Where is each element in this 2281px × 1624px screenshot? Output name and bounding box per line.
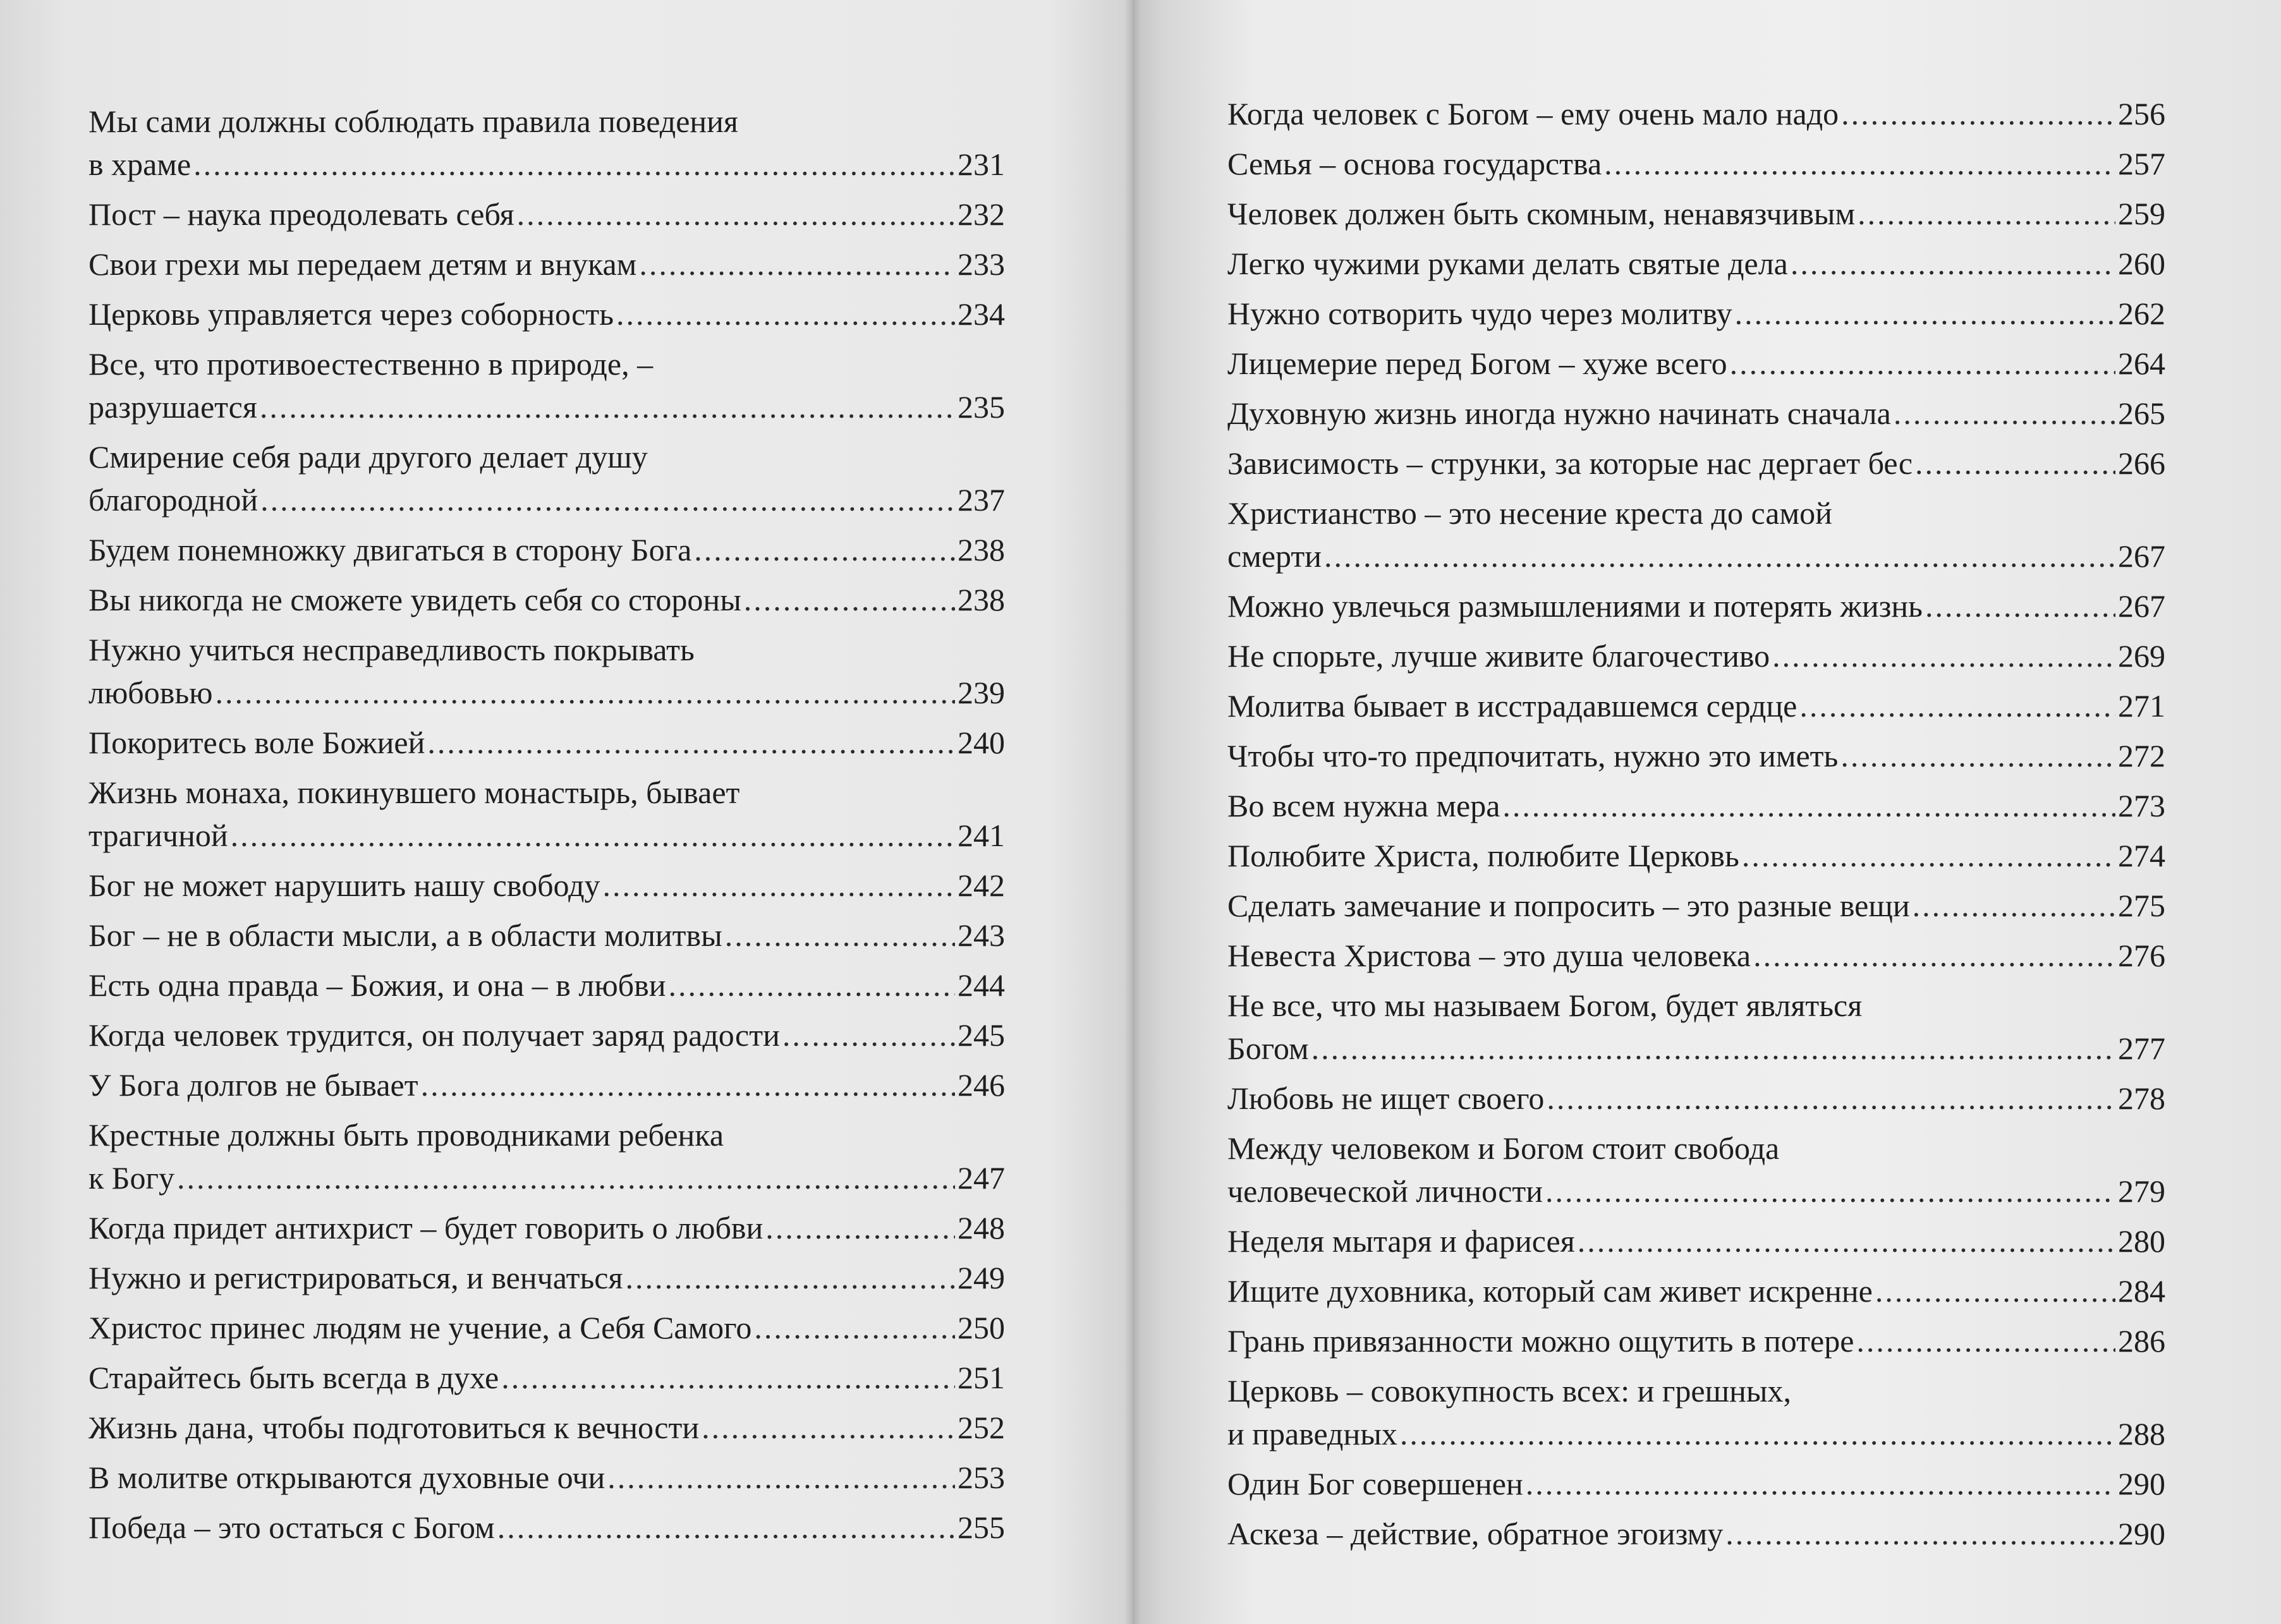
toc-page-number: 252 (958, 1410, 1005, 1445)
toc-entry-title: Зависимость – струнки, за которые нас дергает бес (1227, 445, 1913, 481)
toc-entry-row (88, 1506, 1005, 1549)
toc-entry (1227, 142, 2165, 185)
dot-leader (782, 1014, 955, 1057)
toc-entry-title-line: Не все, что мы называем Богом, будет являться (1227, 988, 1863, 1023)
toc-entry (88, 1506, 1005, 1549)
toc-entry-title: Сделать замечание и попросить – это разные вещи (1227, 888, 1910, 923)
toc-entry-row (1227, 242, 2165, 285)
toc-page-number: 279 (2118, 1173, 2165, 1209)
dot-leader (517, 193, 955, 236)
toc-entry-row (1227, 1270, 2165, 1312)
toc-page-number: 244 (958, 967, 1005, 1003)
toc-page-number: 232 (958, 197, 1005, 232)
toc-entry-row (88, 1456, 1005, 1499)
toc-entry-row (1227, 142, 2165, 185)
toc-entry-row (88, 814, 1005, 857)
dot-leader (1915, 442, 2115, 485)
toc-entry-title: Грань привязанности можно ощутить в потере (1227, 1323, 1854, 1359)
toc-page-number: 272 (2118, 738, 2165, 773)
dot-leader (1753, 934, 2115, 977)
toc-entry-title-line: Нужно учиться несправедливость покрывать (88, 632, 695, 667)
toc-page-number: 259 (2118, 196, 2165, 231)
toc-page-number: 280 (2118, 1223, 2165, 1259)
toc-entry-title-line: Церковь – совокупность всех: и грешных, (1227, 1373, 1791, 1409)
toc-entry (88, 1063, 1005, 1106)
toc-entry (88, 721, 1005, 764)
toc-entry (88, 1113, 1005, 1199)
toc-page-number: 241 (958, 818, 1005, 853)
toc-entry (88, 1306, 1005, 1349)
dot-leader (1856, 1319, 2115, 1362)
dot-leader (1545, 1170, 2115, 1213)
dot-leader (1324, 535, 2115, 578)
toc-entry-title: Христос принес людям не учение, а Себя Самого (88, 1310, 752, 1345)
toc-entry-row (1227, 1512, 2165, 1555)
toc-entry-row (88, 193, 1005, 236)
toc-entry-row (1227, 1170, 2165, 1213)
dot-leader (1894, 392, 2115, 435)
toc-entry-row (88, 385, 1005, 428)
toc-page-number: 246 (958, 1067, 1005, 1103)
toc-entry (88, 628, 1005, 714)
toc-page-number: 233 (958, 246, 1005, 282)
dot-leader (1913, 884, 2115, 927)
dot-leader (260, 478, 955, 521)
toc-entry-title: Покоритесь воле Божией (88, 725, 425, 760)
toc-entry-title: Семья – основа государства (1227, 146, 1602, 181)
toc-entry-title-line: Все, что противоестественно в природе, – (88, 346, 654, 382)
toc-entry-title: Нужно и регистрироваться, и венчаться (88, 1260, 623, 1295)
toc-entry-title: Любовь не ищет своего (1227, 1081, 1545, 1116)
toc-entry-title-line: Жизнь монаха, покинувшего монастырь, бывает (88, 775, 740, 810)
toc-page-number: 231 (958, 147, 1005, 182)
toc-entry-title: Есть одна правда – Божия, и она – в любви (88, 967, 666, 1003)
toc-entry (1227, 492, 2165, 578)
toc-entry-row (88, 243, 1005, 286)
toc-entry-title: в храме (88, 147, 192, 182)
toc-entry-title-line: Между человеком и Богом стоит свобода (1227, 1130, 1780, 1166)
dot-leader (1526, 1462, 2115, 1505)
toc-page-number: 284 (2118, 1273, 2165, 1309)
dot-leader (1400, 1412, 2115, 1455)
toc-entry-title: Жизнь дана, чтобы подготовиться к вечности (88, 1410, 700, 1445)
toc-entry-title: Аскеза – действие, обратное эгоизму (1227, 1516, 1724, 1551)
toc-page-number: 273 (2118, 788, 2165, 823)
dot-leader (1791, 242, 2115, 285)
dot-leader (1547, 1077, 2115, 1120)
toc-entry-title: Не спорьте, лучше живите благочестиво (1227, 638, 1770, 674)
dot-leader (216, 671, 955, 714)
toc-entry (1227, 392, 2165, 435)
toc-page-number: 235 (958, 389, 1005, 425)
dot-leader (1925, 585, 2115, 627)
dot-leader (231, 814, 955, 857)
dot-leader (625, 1256, 955, 1299)
toc-entry (1227, 884, 2165, 927)
toc-entry (1227, 984, 2165, 1070)
toc-entry (88, 864, 1005, 907)
dot-leader (1772, 634, 2115, 677)
toc-page-number: 290 (2118, 1516, 2165, 1551)
toc-entry (88, 435, 1005, 521)
toc-entry-title: Когда придет антихрист – будет говорить о любви (88, 1210, 763, 1245)
toc-entry (88, 1356, 1005, 1399)
toc-entry-title: Будем понемножку двигаться в сторону Бога (88, 532, 692, 567)
toc-entry-row (1227, 1027, 2165, 1070)
toc-entry-title: Пост – наука преодолевать себя (88, 197, 514, 232)
dot-leader (1799, 684, 2115, 727)
toc-entry-row (88, 1356, 1005, 1399)
toc-entry-row (88, 1306, 1005, 1349)
toc-entry (1227, 784, 2165, 827)
toc-entry (88, 1014, 1005, 1057)
toc-entry-row (88, 478, 1005, 521)
toc-page-number: 242 (958, 868, 1005, 903)
toc-page-number: 286 (2118, 1323, 2165, 1359)
toc-page-number: 237 (958, 482, 1005, 518)
toc-page-number: 290 (2118, 1466, 2165, 1501)
dot-leader (1578, 1220, 2115, 1263)
toc-page-number: 274 (2118, 838, 2165, 873)
toc-entry-title: Нужно сотворить чудо через молитву (1227, 296, 1732, 331)
toc-page-number: 247 (958, 1160, 1005, 1196)
toc-page-number: 248 (958, 1210, 1005, 1245)
toc-entry-row (1227, 934, 2165, 977)
toc-list-left (88, 100, 1005, 1556)
toc-entry-row (1227, 392, 2165, 435)
toc-entry-row (1227, 442, 2165, 485)
toc-entry (88, 1456, 1005, 1499)
dot-leader (607, 1456, 955, 1499)
toc-entry-title: Когда человек с Богом – ему очень мало надо (1227, 96, 1839, 131)
toc-entry-row (1227, 92, 2165, 135)
toc-entry (1227, 734, 2165, 777)
dot-leader (668, 964, 955, 1007)
toc-entry-title: Вы никогда не сможете увидеть себя со стороны (88, 582, 741, 617)
toc-entry-title: Во всем нужна мера (1227, 788, 1500, 823)
dot-leader (754, 1306, 955, 1349)
toc-page-number: 238 (958, 582, 1005, 617)
toc-page-number: 239 (958, 675, 1005, 710)
toc-entry (1227, 192, 2165, 235)
dot-leader (1730, 342, 2115, 385)
dot-leader (1875, 1270, 2115, 1312)
toc-entry-title: Ищите духовника, который сам живет искренне (1227, 1273, 1873, 1309)
toc-entry (1227, 585, 2165, 627)
toc-entry-title-line: Крестные должны быть проводниками ребенка (88, 1117, 724, 1153)
toc-entry-row (88, 143, 1005, 186)
toc-entry-row (1227, 192, 2165, 235)
toc-entry-row (1227, 1319, 2165, 1362)
toc-page-number: 249 (958, 1260, 1005, 1295)
toc-page-number: 269 (2118, 638, 2165, 674)
toc-entry (1227, 1319, 2165, 1362)
toc-entry (1227, 442, 2165, 485)
toc-entry (88, 771, 1005, 857)
toc-entry (88, 964, 1005, 1007)
dot-leader (725, 914, 955, 957)
toc-entry-row (1227, 342, 2165, 385)
toc-entry-title: благородной (88, 482, 259, 518)
dot-leader (603, 864, 955, 907)
toc-entry-row (1227, 292, 2165, 335)
toc-page-number: 267 (2118, 538, 2165, 574)
toc-entry-row (1227, 1077, 2165, 1120)
toc-entry (88, 528, 1005, 571)
toc-entry-title: Неделя мытаря и фарисея (1227, 1223, 1575, 1259)
toc-entry-title: к Богу (88, 1160, 175, 1196)
toc-entry-title: человеческой личности (1227, 1173, 1543, 1209)
toc-entry-row (1227, 634, 2165, 677)
toc-page-number: 238 (958, 532, 1005, 567)
dot-leader (1604, 142, 2115, 185)
toc-entry-row (88, 1156, 1005, 1199)
toc-entry (88, 1406, 1005, 1449)
toc-entry-row (1227, 884, 2165, 927)
toc-entry (1227, 1077, 2165, 1120)
toc-page-number: 265 (2118, 396, 2165, 431)
toc-entry-row (88, 1063, 1005, 1106)
toc-entry (1227, 1270, 2165, 1312)
toc-entry-row (88, 528, 1005, 571)
toc-entry (88, 100, 1005, 186)
toc-entry (1227, 1127, 2165, 1213)
toc-entry-row (1227, 684, 2165, 727)
toc-entry-row (1227, 1220, 2165, 1263)
toc-page-number: 253 (958, 1460, 1005, 1495)
toc-entry-title: и праведных (1227, 1416, 1397, 1451)
toc-entry (1227, 1369, 2165, 1455)
dot-leader (193, 143, 955, 186)
toc-entry-title: Бог не может нарушить нашу свободу (88, 868, 600, 903)
dot-leader (1725, 1512, 2115, 1555)
toc-page-number: 257 (2118, 146, 2165, 181)
toc-page-number: 275 (2118, 888, 2165, 923)
dot-leader (1735, 292, 2115, 335)
toc-entry-row (88, 721, 1005, 764)
toc-page-number: 278 (2118, 1081, 2165, 1116)
dot-leader (765, 1206, 955, 1249)
toc-entry (1227, 342, 2165, 385)
dot-leader (1742, 834, 2115, 877)
toc-entry-row (88, 671, 1005, 714)
toc-entry-row (1227, 834, 2165, 877)
toc-entry-row (1227, 1462, 2165, 1505)
toc-page-number: 260 (2118, 246, 2165, 281)
toc-entry-title: Человек должен быть скомным, ненавязчивым (1227, 196, 1856, 231)
toc-entry-row (1227, 535, 2165, 578)
toc-entry-title: Один Бог совершенен (1227, 1466, 1523, 1501)
dot-leader (1858, 192, 2115, 235)
toc-entry-row (88, 578, 1005, 621)
toc-entry-row (88, 864, 1005, 907)
toc-entry (1227, 634, 2165, 677)
dot-leader (427, 721, 955, 764)
dot-leader (616, 293, 955, 336)
toc-entry-title: Можно увлечься размышлениями и потерять жизнь (1227, 588, 1923, 624)
toc-entry-title: Церковь управляется через соборность (88, 296, 614, 332)
toc-entry-title: Духовную жизнь иногда нужно начинать сначала (1227, 396, 1891, 431)
toc-entry-title-line: Христианство – это несение креста до самой (1227, 495, 1832, 531)
toc-entry-title: Полюбите Христа, полюбите Церковь (1227, 838, 1739, 873)
toc-entry (88, 1206, 1005, 1249)
left-page (0, 0, 1131, 1624)
toc-entry-row (1227, 585, 2165, 627)
toc-page-number: 243 (958, 918, 1005, 953)
toc-entry (88, 293, 1005, 336)
dot-leader (744, 578, 955, 621)
toc-entry-row (1227, 1412, 2165, 1455)
toc-entry-title: Старайтесь быть всегда в духе (88, 1360, 499, 1395)
toc-entry-title: Победа – это остаться с Богом (88, 1510, 495, 1545)
toc-entry-title: Молитва бывает в исстрадавшемся сердце (1227, 688, 1797, 724)
toc-entry-title: трагичной (88, 818, 228, 853)
toc-page-number: 266 (2118, 445, 2165, 481)
toc-entry-row (88, 1206, 1005, 1249)
toc-entry-row (88, 1014, 1005, 1057)
toc-entry (1227, 242, 2165, 285)
toc-page-number: 262 (2118, 296, 2165, 331)
toc-entry-title: Невеста Христова – это душа человека (1227, 938, 1751, 973)
dot-leader (421, 1063, 955, 1106)
dot-leader (702, 1406, 955, 1449)
toc-entry-row (88, 293, 1005, 336)
toc-entry (88, 1256, 1005, 1299)
toc-page-number: 250 (958, 1310, 1005, 1345)
toc-entry-title: Богом (1227, 1031, 1309, 1066)
dot-leader (1840, 734, 2115, 777)
dot-leader (694, 528, 955, 571)
dot-leader (260, 385, 955, 428)
toc-entry-title: Бог – не в области мысли, а в области молитвы (88, 918, 722, 953)
toc-page-number: 240 (958, 725, 1005, 760)
toc-page-number: 267 (2118, 588, 2165, 624)
toc-entry-title: разрушается (88, 389, 257, 425)
toc-entry-title: Лицемерие перед Богом – хуже всего (1227, 346, 1727, 381)
toc-entry (1227, 934, 2165, 977)
toc-list-right (1227, 92, 2165, 1562)
toc-entry-row (88, 1406, 1005, 1449)
toc-entry-title: У Бога долгов не бывает (88, 1067, 418, 1103)
toc-entry (88, 578, 1005, 621)
toc-page-number: 288 (2118, 1416, 2165, 1451)
toc-entry-title-line: Мы сами должны соблюдать правила поведения (88, 104, 738, 139)
dot-leader (1502, 784, 2115, 827)
toc-entry-row (88, 914, 1005, 957)
right-page (1138, 0, 2281, 1624)
toc-entry-title: Когда человек трудится, он получает заряд радости (88, 1017, 780, 1053)
toc-entry-title: Чтобы что-то предпочитать, нужно это иметь (1227, 738, 1839, 773)
dot-leader (639, 243, 955, 286)
toc-page-number: 277 (2118, 1031, 2165, 1066)
toc-entry (88, 342, 1005, 428)
toc-page-number: 251 (958, 1360, 1005, 1395)
toc-entry-title: В молитве открываются духовные очи (88, 1460, 605, 1495)
toc-page-number: 255 (958, 1510, 1005, 1545)
toc-entry-title-line: Смирение себя ради другого делает душу (88, 439, 648, 475)
toc-entry (88, 914, 1005, 957)
toc-entry-row (88, 1256, 1005, 1299)
toc-entry (88, 243, 1005, 286)
toc-entry-title: Свои грехи мы передаем детям и внукам (88, 246, 637, 282)
dot-leader (501, 1356, 955, 1399)
toc-page-number: 234 (958, 296, 1005, 332)
dot-leader (497, 1506, 955, 1549)
toc-entry (1227, 834, 2165, 877)
dot-leader (1841, 92, 2115, 135)
toc-page-number: 276 (2118, 938, 2165, 973)
dot-leader (177, 1156, 955, 1199)
toc-entry (1227, 92, 2165, 135)
toc-entry (1227, 1220, 2165, 1263)
toc-page-number: 264 (2118, 346, 2165, 381)
toc-entry (88, 193, 1005, 236)
toc-entry (1227, 684, 2165, 727)
toc-page-number: 256 (2118, 96, 2165, 131)
toc-entry-row (88, 964, 1005, 1007)
dot-leader (1311, 1027, 2115, 1070)
toc-entry (1227, 1512, 2165, 1555)
toc-entry-row (1227, 734, 2165, 777)
toc-page-number: 271 (2118, 688, 2165, 724)
toc-entry-title: любовью (88, 675, 213, 710)
toc-entry-title: смерти (1227, 538, 1322, 574)
toc-entry-title: Легко чужими руками делать святые дела (1227, 246, 1788, 281)
toc-page-number: 245 (958, 1017, 1005, 1053)
toc-entry (1227, 1462, 2165, 1505)
toc-entry-row (1227, 784, 2165, 827)
toc-entry (1227, 292, 2165, 335)
